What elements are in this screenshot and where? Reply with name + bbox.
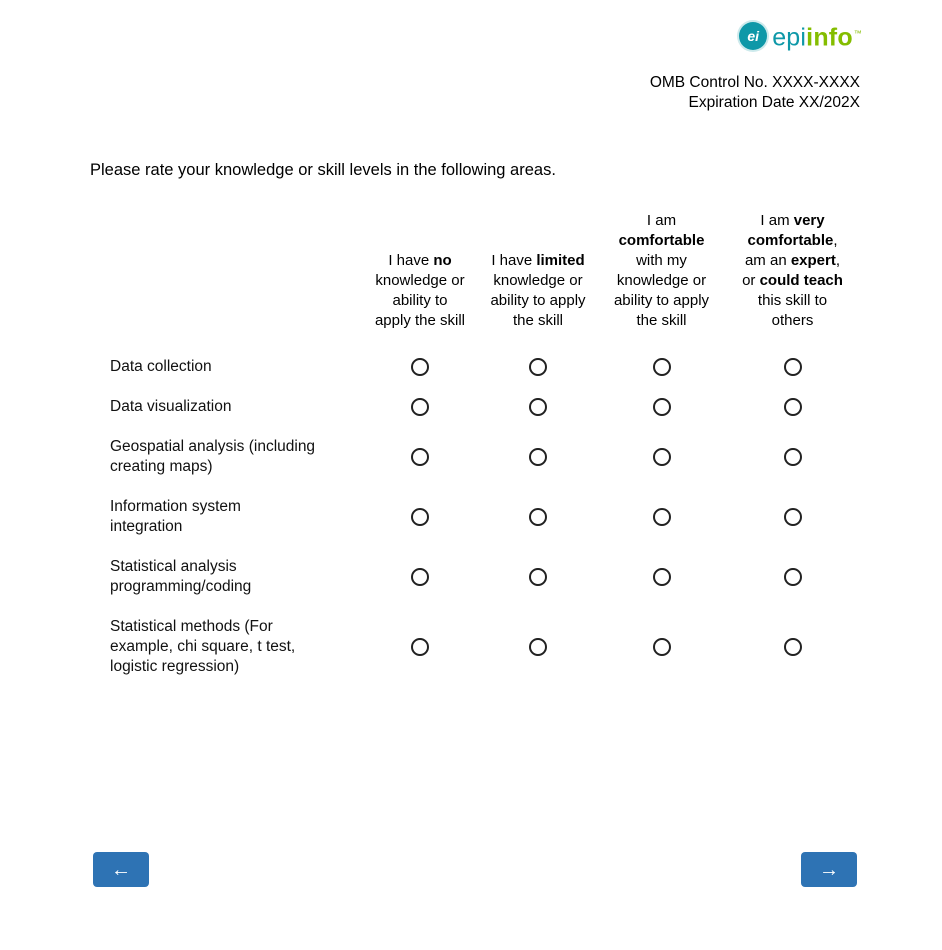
radio-information-system-integration--comfortable[interactable] bbox=[653, 508, 671, 526]
radio-cell bbox=[598, 547, 725, 607]
next-button[interactable] bbox=[801, 852, 857, 887]
left-arrow-icon: ← bbox=[111, 858, 131, 881]
radio-statistical-analysis-programming--very-comfortable-expert[interactable] bbox=[784, 568, 802, 586]
radio-cell bbox=[725, 347, 860, 387]
radio-information-system-integration--very-comfortable-expert[interactable] bbox=[784, 508, 802, 526]
radio-information-system-integration--no-knowledge[interactable] bbox=[411, 508, 429, 526]
radio-cell bbox=[478, 387, 598, 427]
row-label-geospatial-analysis: Geospatial analysis (including creating maps) bbox=[110, 438, 316, 475]
matrix-row-statistical-analysis-programming bbox=[110, 547, 860, 607]
row-label-statistical-methods: Statistical methods (For example, chi square, t test, logistic regression) bbox=[110, 618, 296, 675]
radio-data-collection--limited-knowledge[interactable] bbox=[529, 358, 547, 376]
radio-data-visualization--very-comfortable-expert[interactable] bbox=[784, 398, 802, 416]
radio-statistical-methods--comfortable[interactable] bbox=[653, 638, 671, 656]
radio-statistical-analysis-programming--no-knowledge[interactable] bbox=[411, 568, 429, 586]
radio-statistical-methods--limited-knowledge[interactable] bbox=[529, 638, 547, 656]
expiration-date-line: Expiration Date XX/202X bbox=[688, 94, 860, 111]
row-label-data-visualization: Data visualization bbox=[110, 398, 232, 415]
right-arrow-icon: → bbox=[819, 858, 839, 881]
radio-cell bbox=[725, 427, 860, 487]
trademark-symbol: ™ bbox=[853, 29, 862, 39]
radio-cell bbox=[362, 487, 478, 547]
radio-data-visualization--comfortable[interactable] bbox=[653, 398, 671, 416]
matrix-table bbox=[110, 211, 860, 687]
matrix-row-data-visualization bbox=[110, 387, 860, 427]
radio-data-visualization--limited-knowledge[interactable] bbox=[529, 398, 547, 416]
radio-statistical-analysis-programming--limited-knowledge[interactable] bbox=[529, 568, 547, 586]
page-header bbox=[0, 0, 942, 113]
question-prompt: Please rate your knowledge or skill levels in the following areas. bbox=[90, 161, 556, 179]
radio-data-collection--no-knowledge[interactable] bbox=[411, 358, 429, 376]
radio-cell bbox=[362, 427, 478, 487]
radio-data-visualization--no-knowledge[interactable] bbox=[411, 398, 429, 416]
radio-cell bbox=[725, 607, 860, 687]
scale-column-header-comfortable: I am comfortable with my knowledge or ability to apply the skill bbox=[613, 212, 710, 329]
radio-cell bbox=[598, 607, 725, 687]
radio-data-collection--very-comfortable-expert[interactable] bbox=[784, 358, 802, 376]
radio-cell bbox=[598, 387, 725, 427]
previous-button[interactable] bbox=[93, 852, 149, 887]
logo-text bbox=[772, 20, 862, 51]
matrix-row-geospatial-analysis bbox=[110, 427, 860, 487]
radio-geospatial-analysis--comfortable[interactable] bbox=[653, 448, 671, 466]
scale-column-header-no-knowledge: I have no knowledge or ability to apply the skill bbox=[374, 252, 466, 329]
radio-data-collection--comfortable[interactable] bbox=[653, 358, 671, 376]
matrix-row-data-collection bbox=[110, 347, 860, 387]
omb-compliance-block bbox=[0, 73, 860, 113]
radio-cell bbox=[598, 487, 725, 547]
logo-icon-text: ei bbox=[747, 28, 760, 44]
navigation-bar bbox=[93, 852, 857, 887]
radio-cell bbox=[725, 487, 860, 547]
radio-statistical-analysis-programming--comfortable[interactable] bbox=[653, 568, 671, 586]
radio-cell bbox=[725, 547, 860, 607]
omb-control-line: OMB Control No. XXXX-XXXX bbox=[649, 74, 860, 91]
radio-information-system-integration--limited-knowledge[interactable] bbox=[529, 508, 547, 526]
matrix-row-information-system-integration bbox=[110, 487, 860, 547]
logo-text-info: info bbox=[806, 23, 853, 52]
logo-text-epi: epi bbox=[772, 23, 807, 52]
epi-info-logo bbox=[0, 21, 862, 51]
matrix-header-row bbox=[110, 211, 860, 347]
scale-column-header-very-comfortable-expert: I am very comfortable, am an expert, or could teach this skill to others bbox=[742, 212, 843, 329]
row-label-statistical-analysis-programming: Statistical analysis programming/coding bbox=[110, 558, 252, 595]
radio-cell bbox=[478, 547, 598, 607]
scale-column-header-limited-knowledge: I have limited knowledge or ability to apply the skill bbox=[490, 252, 586, 329]
radio-cell bbox=[478, 487, 598, 547]
radio-cell bbox=[362, 387, 478, 427]
radio-cell bbox=[478, 347, 598, 387]
epi-info-logo-icon bbox=[739, 22, 767, 50]
radio-cell bbox=[478, 427, 598, 487]
matrix-corner-cell bbox=[110, 211, 362, 347]
radio-cell bbox=[725, 387, 860, 427]
radio-geospatial-analysis--limited-knowledge[interactable] bbox=[529, 448, 547, 466]
radio-geospatial-analysis--very-comfortable-expert[interactable] bbox=[784, 448, 802, 466]
matrix-row-statistical-methods bbox=[110, 607, 860, 687]
radio-cell bbox=[598, 427, 725, 487]
radio-cell bbox=[362, 607, 478, 687]
radio-statistical-methods--no-knowledge[interactable] bbox=[411, 638, 429, 656]
radio-cell bbox=[598, 347, 725, 387]
radio-cell bbox=[362, 347, 478, 387]
row-label-data-collection: Data collection bbox=[110, 358, 212, 375]
radio-statistical-methods--very-comfortable-expert[interactable] bbox=[784, 638, 802, 656]
row-label-information-system-integration: Information system integration bbox=[110, 498, 241, 535]
radio-geospatial-analysis--no-knowledge[interactable] bbox=[411, 448, 429, 466]
radio-cell bbox=[478, 607, 598, 687]
radio-cell bbox=[362, 547, 478, 607]
matrix-body bbox=[110, 347, 860, 687]
survey-body bbox=[0, 160, 942, 687]
